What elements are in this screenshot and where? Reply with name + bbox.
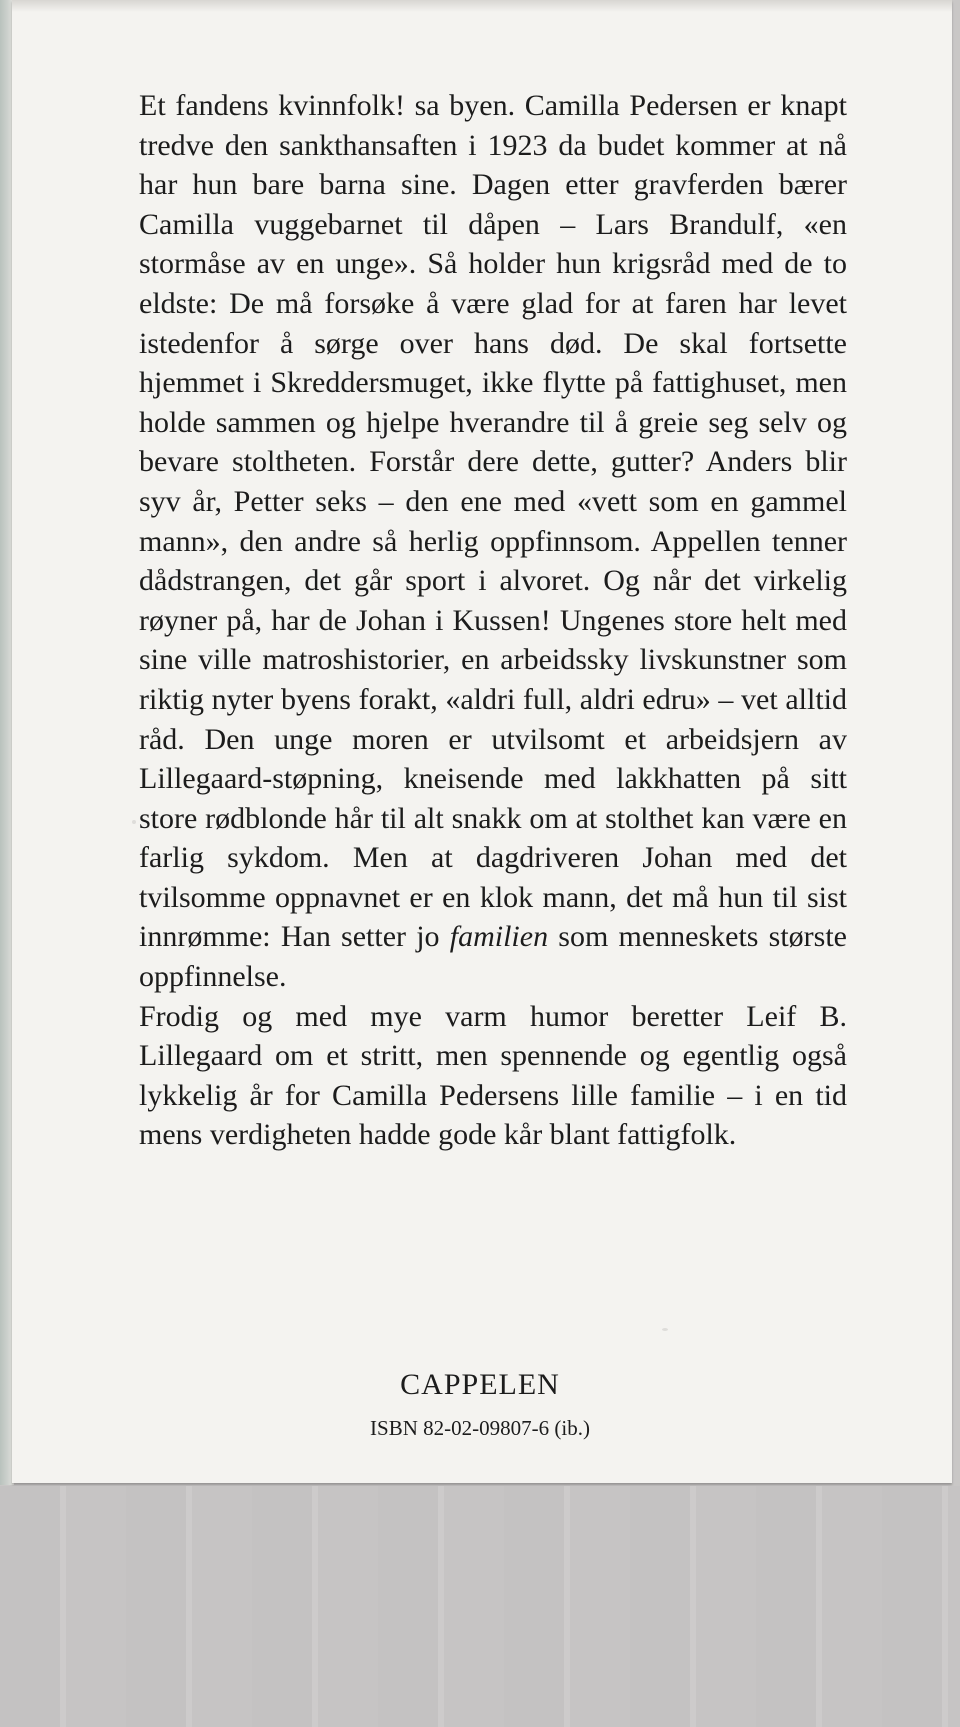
cover-top-edge xyxy=(12,0,952,12)
isbn-number: ISBN 82-02-09807-6 (ib.) xyxy=(370,1416,590,1440)
background-surface xyxy=(0,1486,960,1727)
scuff-mark xyxy=(132,820,136,824)
blurb-paragraph-1-end: som menneskets største oppfinnelse. xyxy=(139,920,847,994)
blurb-text xyxy=(139,86,847,1155)
blurb-paragraph-2: Frodig og med mye varm humor beretter Leif B. Lillegaard om et stritt, men spennende og egentlig også lykkelig år for Camilla Pedersens lille familie – i en tid mens verdigheten hadde gode kår blant fattigfolk. xyxy=(139,999,847,1152)
scuff-mark xyxy=(662,1328,668,1331)
blurb-paragraph-1 xyxy=(139,86,847,997)
blurb-emphasis: familien xyxy=(449,920,549,954)
publisher-name: CAPPELEN xyxy=(400,1368,560,1401)
blurb-paragraph-1-text: Et fandens kvinnfolk! sa byen. Camilla Pedersen er knapt tredve den sankthansaften i 1923 da budet kommer at nå har hun bare barna sine. Dagen etter gravferden bærer Camilla vuggebarnet til dåpen – Lars Brandulf, «en stormåse av en unge». Så holder hun krigsråd med de to eldste: De må forsøke å være glad for at faren har levet istedenfor å sørge over hans død. De skal fortsette hjemmet i Skreddersmuget, ikke flytte på fattighuset, men holde sammen og hjelpe hverandre til å greie seg selv og bevare stoltheten. Forstår dere dette, gutter? Anders blir syv år, Petter seks – den ene med «vett som en gammel mann», den andre så herlig oppfinnsom. Appellen tenner dådstrangen, det går sport i alvoret. Og når det virkelig røyner på, har de Johan i Kussen! Ungenes store helt med sine ville matroshistorier, en arbeidssky livskunstner som riktig nyter byens forakt, «aldri full, aldri edru» – vet alltid råd. Den unge moren er utvilsomt et arbeidsjern av Lillegaard-støpning, kneisende med lakkhatten på sitt store rødblonde hår til alt snakk om at stolthet kan være en farlig sykdom. Men at dagdriveren Johan med det tvilsomme oppnavnet er en klok mann, det må hun til sist innrømme: Han setter jo xyxy=(139,89,847,954)
